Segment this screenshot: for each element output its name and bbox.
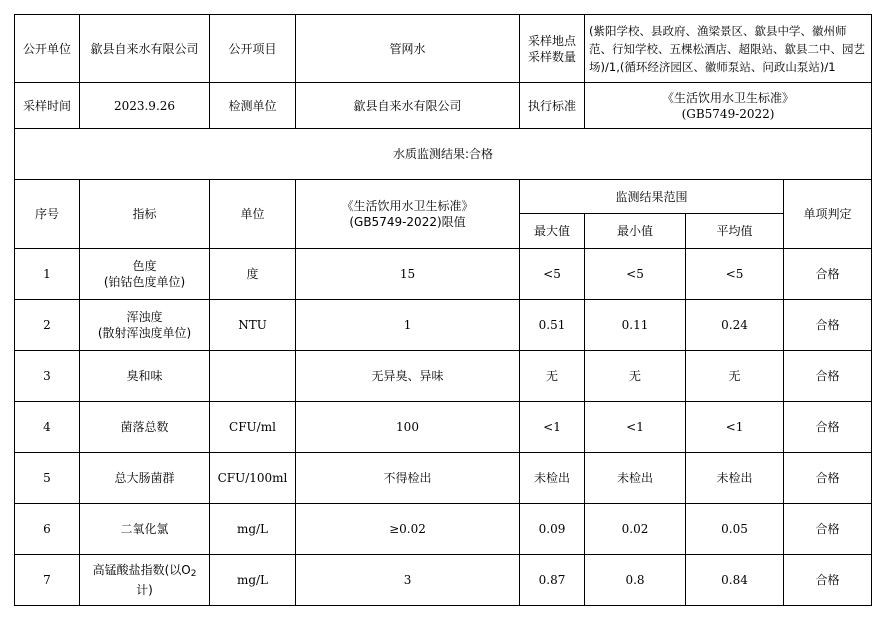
sampling-label-line2: 采样数量 [528, 49, 577, 64]
time-label: 采样时间 [15, 83, 80, 129]
row-avg: 0.24 [686, 300, 784, 351]
row-judgement: 合格 [784, 402, 872, 453]
row-limit: 无异臭、异味 [296, 351, 520, 402]
row-indicator-line2: (散射浑浊度单位) [97, 326, 192, 340]
row-max: <1 [520, 402, 585, 453]
row-indicator [80, 453, 210, 504]
col-range: 监测结果范围 [520, 180, 784, 214]
table-row [15, 555, 872, 606]
row-indicator-line1: 菌落总数 [120, 420, 169, 434]
row-min: <5 [585, 249, 686, 300]
row-max: 无 [520, 351, 585, 402]
row-indicator-line1: 总大肠菌群 [114, 471, 175, 485]
sampling-label [520, 15, 585, 83]
row-unit [210, 351, 296, 402]
row-unit: CFU/ml [210, 402, 296, 453]
row-judgement: 合格 [784, 249, 872, 300]
col-max: 最大值 [520, 214, 585, 249]
row-indicator [80, 249, 210, 300]
row-unit: NTU [210, 300, 296, 351]
row-min: 0.02 [585, 504, 686, 555]
standard-value-line1: 《生活饮用水卫生标准》 [662, 90, 795, 105]
unit-label: 公开单位 [15, 15, 80, 83]
row-min: 无 [585, 351, 686, 402]
row-unit: mg/L [210, 555, 296, 606]
time-value: 2023.9.26 [80, 83, 210, 129]
row-indicator [80, 351, 210, 402]
item-label: 公开项目 [210, 15, 296, 83]
table-row [15, 300, 872, 351]
result-row [15, 129, 872, 180]
row-max: 0.87 [520, 555, 585, 606]
row-min: 0.8 [585, 555, 686, 606]
row-index: 7 [15, 555, 80, 606]
column-header-row-1 [15, 180, 872, 214]
row-indicator-line1: 色度 [132, 259, 157, 273]
row-max: <5 [520, 249, 585, 300]
unit-value: 歙县自来水有限公司 [80, 15, 210, 83]
row-judgement: 合格 [784, 351, 872, 402]
col-indicator: 指标 [80, 180, 210, 249]
row-avg: 无 [686, 351, 784, 402]
row-limit: 3 [296, 555, 520, 606]
row-judgement: 合格 [784, 453, 872, 504]
row-limit: ≥0.02 [296, 504, 520, 555]
row-indicator [80, 504, 210, 555]
row-unit: CFU/100ml [210, 453, 296, 504]
row-index: 3 [15, 351, 80, 402]
row-min: <1 [585, 402, 686, 453]
row-index: 4 [15, 402, 80, 453]
result-summary: 水质监测结果:合格 [15, 129, 872, 180]
row-indicator [80, 300, 210, 351]
row-max: 0.09 [520, 504, 585, 555]
row-max: 未检出 [520, 453, 585, 504]
row-avg: <5 [686, 249, 784, 300]
row-max: 0.51 [520, 300, 585, 351]
item-value: 管网水 [296, 15, 520, 83]
row-avg: 0.05 [686, 504, 784, 555]
table-row [15, 249, 872, 300]
header-row-2 [15, 83, 872, 129]
row-indicator [80, 402, 210, 453]
row-limit: 100 [296, 402, 520, 453]
row-avg: 0.84 [686, 555, 784, 606]
row-judgement: 合格 [784, 504, 872, 555]
row-indicator-line1: 二氧化氯 [120, 522, 169, 536]
col-avg: 平均值 [686, 214, 784, 249]
row-indicator-line1: 臭和味 [126, 369, 163, 383]
row-indicator [80, 555, 210, 606]
row-index: 5 [15, 453, 80, 504]
row-avg: <1 [686, 402, 784, 453]
row-judgement: 合格 [784, 555, 872, 606]
table-row [15, 402, 872, 453]
row-judgement: 合格 [784, 300, 872, 351]
row-min: 0.11 [585, 300, 686, 351]
standard-label: 执行标准 [520, 83, 585, 129]
row-unit: mg/L [210, 504, 296, 555]
row-indicator-subscript: 2 [190, 569, 197, 579]
sampling-value: (紫阳学校、县政府、渔梁景区、歙县中学、徽州师范、行知学校、五棵松酒店、超限站、歙县二中、园艺场)/1,(循环经济园区、徽师泵站、问政山泵站)/1 [585, 15, 872, 83]
col-judgement: 单项判定 [784, 180, 872, 249]
row-limit: 1 [296, 300, 520, 351]
col-index: 序号 [15, 180, 80, 249]
row-index: 1 [15, 249, 80, 300]
lab-label: 检测单位 [210, 83, 296, 129]
table-row [15, 504, 872, 555]
table-row [15, 351, 872, 402]
row-index: 6 [15, 504, 80, 555]
col-unit: 单位 [210, 180, 296, 249]
lab-value: 歙县自来水有限公司 [296, 83, 520, 129]
table-row [15, 453, 872, 504]
row-limit: 15 [296, 249, 520, 300]
standard-value [585, 83, 872, 129]
col-limit-line2: (GB5749-2022)限值 [349, 215, 466, 229]
header-row-1 [15, 15, 872, 83]
sampling-label-line1: 采样地点 [528, 33, 577, 48]
row-indicator-line1: 高锰酸盐指数(以O [92, 563, 191, 577]
row-indicator-line2: (铂钴色度单位) [103, 275, 186, 289]
row-min: 未检出 [585, 453, 686, 504]
data-rows [15, 249, 872, 606]
row-avg: 未检出 [686, 453, 784, 504]
col-min: 最小值 [585, 214, 686, 249]
row-limit: 不得检出 [296, 453, 520, 504]
standard-value-line2: (GB5749-2022) [681, 106, 775, 121]
row-indicator-line1: 浑浊度 [126, 310, 163, 324]
col-limit-line1: 《生活饮用水卫生标准》 [341, 199, 474, 213]
water-quality-table [14, 14, 872, 606]
col-limit [296, 180, 520, 249]
row-indicator-line2: 计) [136, 583, 153, 597]
row-unit: 度 [210, 249, 296, 300]
row-index: 2 [15, 300, 80, 351]
